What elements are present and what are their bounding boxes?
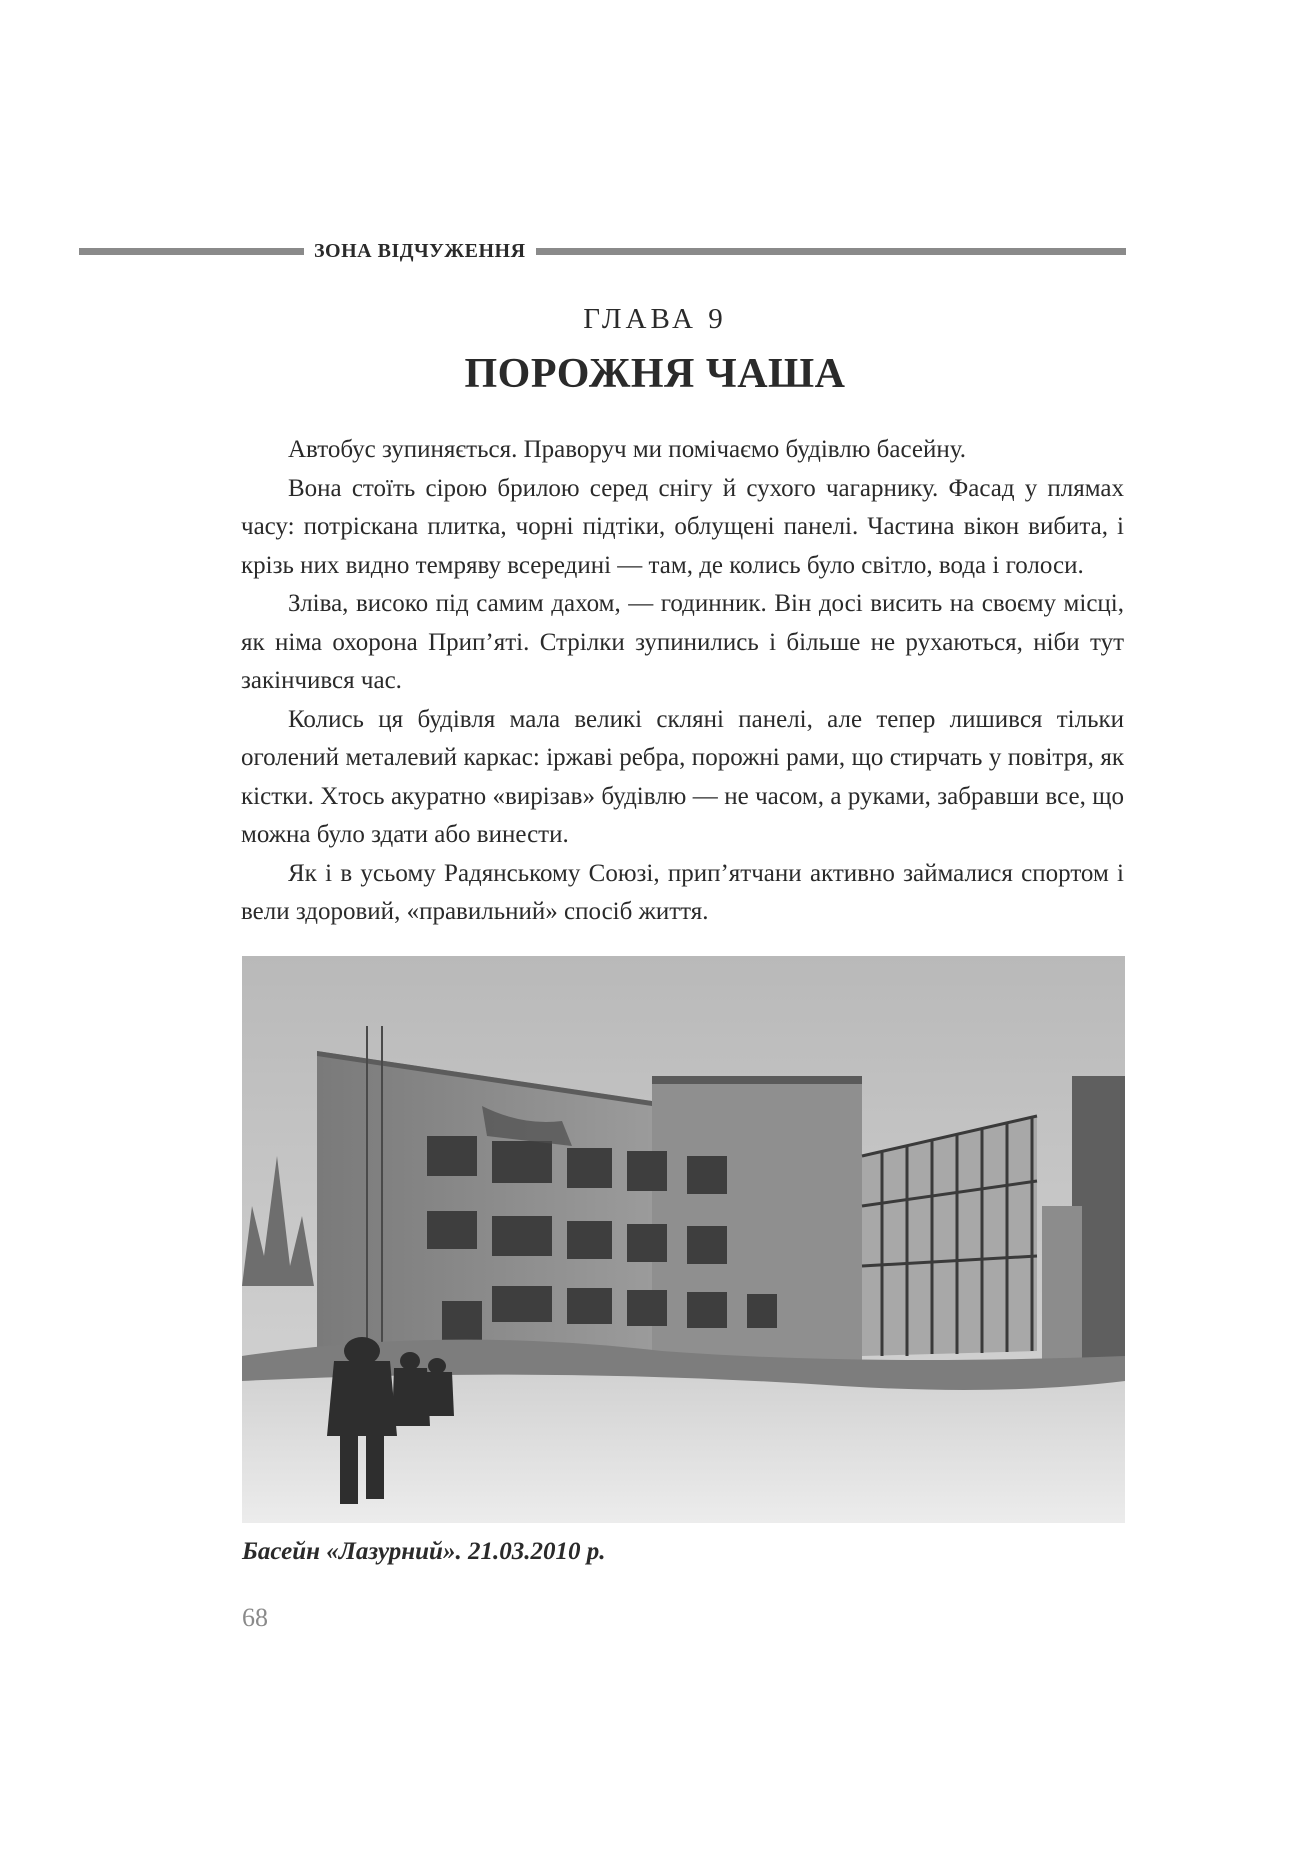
running-header — [79, 239, 1126, 263]
paragraph: Зліва, високо під самим дахом, — годинник. Він досі висить на своєму місці, як німа охорона Прип’яті. Стрілки зупинились і більше не рухаються, ніби тут закінчився час. — [241, 590, 1124, 694]
running-header-title: ЗОНА ВІДЧУЖЕННЯ — [314, 239, 526, 262]
figure-caption: Басейн «Лазурний». 21.03.2010 р. — [242, 1538, 606, 1565]
page-number: 68 — [242, 1603, 268, 1632]
body-text — [241, 431, 1124, 932]
header-rule-right — [536, 248, 1126, 255]
header-rule-left — [79, 248, 304, 255]
pool-building-photo — [242, 956, 1125, 1523]
chapter-title: ПОРОЖНЯ ЧАША — [464, 351, 846, 397]
chapter-label: ГЛАВА 9 — [583, 303, 727, 335]
paragraph: Як і в усьому Радянському Союзі, прип’ятчани активно займалися спортом і вели здоровий, «правильний» спосіб життя. — [241, 859, 1124, 925]
paragraph: Вона стоїть сірою брилою серед снігу й сухого чагарнику. Фасад у плямах часу: потріскана плитка, чорні підтіки, облущені панелі. Частина вікон вибита, і крізь них видно темряву всередині — там, де колись було світло, вода і голоси. — [241, 474, 1124, 579]
paragraph: Автобус зупиняється. Праворуч ми помічаємо будівлю басейну. — [288, 436, 967, 463]
paragraph: Колись ця будівля мала великі скляні панелі, але тепер лишився тільки оголений металевий каркас: іржаві ребра, порожні рами, що стирчать у повітря, як кістки. Хтось акуратно «вирізав» будівлю — не часом, а руками, забравши все, що можна було здати або винести. — [241, 705, 1124, 848]
